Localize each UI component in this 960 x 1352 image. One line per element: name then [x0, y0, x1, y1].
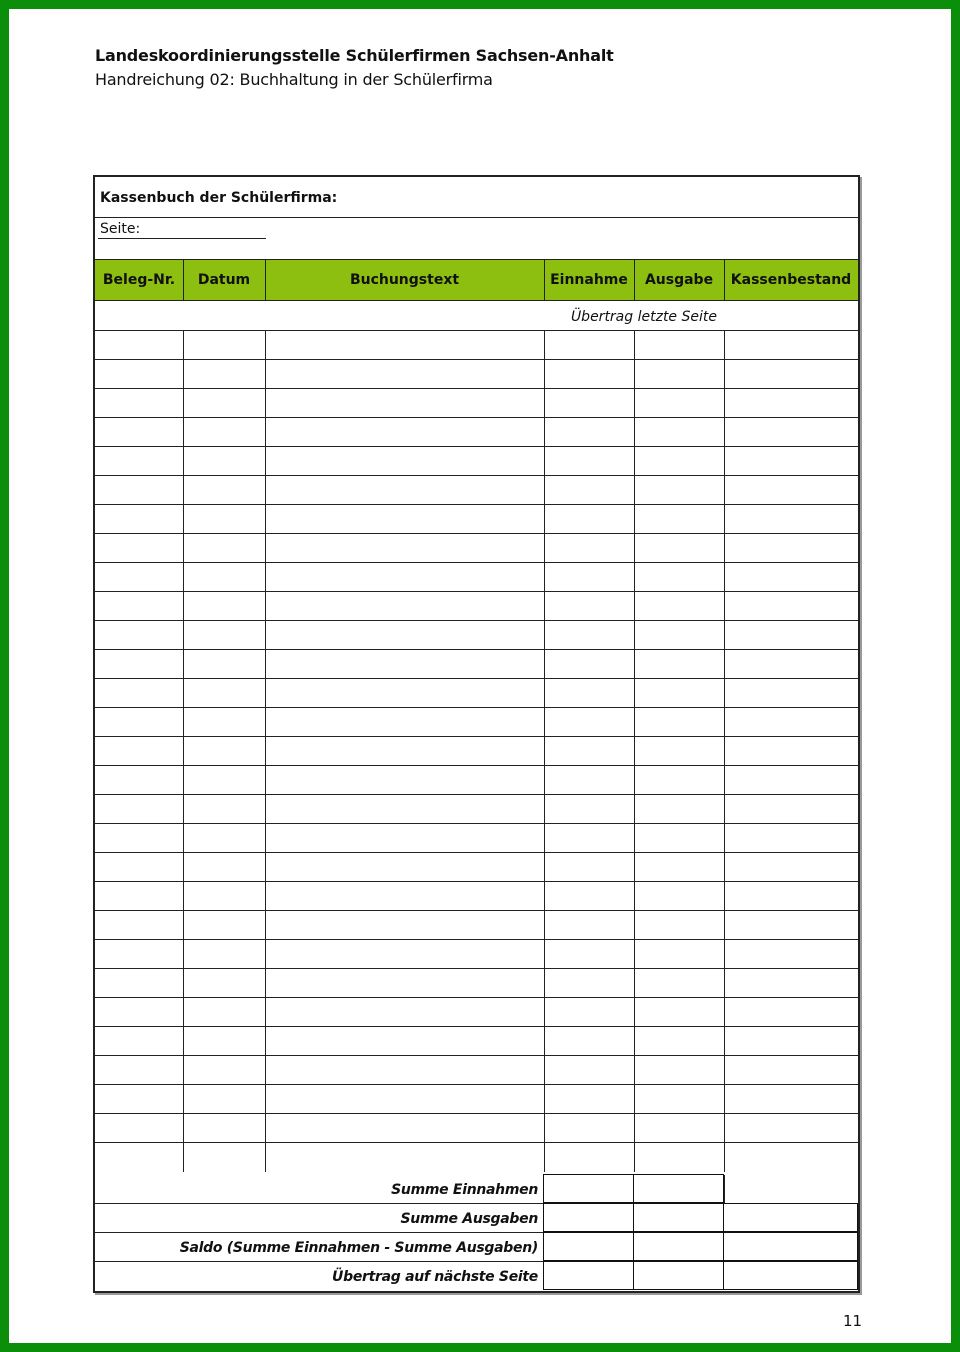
table-row[interactable] — [95, 940, 858, 969]
table-row[interactable] — [95, 534, 858, 563]
carry-over-label: Übertrag letzte Seite — [570, 309, 717, 325]
ledger-page-row[interactable] — [95, 218, 858, 260]
header-einnahme: Einnahme — [550, 272, 628, 288]
table-row[interactable] — [95, 1085, 858, 1114]
page-number: 11 — [843, 1312, 863, 1330]
sum-expenses-field[interactable] — [633, 1203, 724, 1232]
page-number-line[interactable] — [98, 238, 266, 239]
sum-expenses-label: Summe Ausgaben — [400, 1211, 538, 1227]
sum-income-ausgabe-field[interactable] — [633, 1174, 724, 1203]
carry-forward-field[interactable] — [723, 1261, 858, 1290]
balance-label: Saldo (Summe Einnahmen - Summe Ausgaben) — [179, 1240, 538, 1256]
table-row[interactable] — [95, 447, 858, 476]
table-row[interactable] — [95, 1027, 858, 1056]
ledger-rows — [95, 331, 858, 1143]
header-kassenbestand: Kassenbestand — [730, 272, 852, 288]
header-datum: Datum — [197, 272, 251, 288]
document-subtitle: Handreichung 02: Buchhaltung in der Schülerfirma — [95, 70, 493, 89]
table-row[interactable] — [95, 476, 858, 505]
table-row[interactable] — [95, 824, 858, 853]
table-row[interactable] — [95, 853, 858, 882]
table-row[interactable] — [95, 998, 858, 1027]
ledger-title: Kassenbuch der Schülerfirma: — [100, 190, 338, 206]
organization-title: Landeskoordinierungsstelle Schülerfirmen Sachsen-Anhalt — [95, 46, 614, 65]
sum-income-label: Summe Einnahmen — [391, 1182, 538, 1198]
table-row[interactable] — [95, 737, 858, 766]
table-row[interactable] — [95, 1114, 858, 1143]
table-row[interactable] — [95, 621, 858, 650]
balance-field[interactable] — [723, 1232, 858, 1261]
table-row[interactable] — [95, 969, 858, 998]
header-buchungstext: Buchungstext — [349, 272, 460, 288]
balance-einnahme-field[interactable] — [543, 1232, 634, 1261]
table-row[interactable] — [95, 650, 858, 679]
cash-book-table — [93, 175, 860, 1293]
table-row[interactable] — [95, 882, 858, 911]
sum-expenses-einnahme-field[interactable] — [543, 1203, 634, 1232]
sum-income-row — [95, 1175, 858, 1204]
table-row[interactable] — [95, 563, 858, 592]
table-row[interactable] — [95, 331, 858, 360]
carry-over-row — [95, 301, 858, 331]
balance-ausgabe-field[interactable] — [633, 1232, 724, 1261]
table-row[interactable] — [95, 389, 858, 418]
table-row[interactable] — [95, 911, 858, 940]
sum-income-field[interactable] — [543, 1174, 634, 1203]
table-row[interactable] — [95, 418, 858, 447]
carry-forward-row — [95, 1262, 858, 1291]
sum-expenses-bestand-field[interactable] — [723, 1203, 858, 1232]
sum-expenses-row — [95, 1204, 858, 1233]
table-row[interactable] — [95, 1056, 858, 1085]
balance-row — [95, 1233, 858, 1262]
ledger-title-row[interactable] — [95, 177, 858, 218]
table-row[interactable] — [95, 679, 858, 708]
header-beleg-nr: Beleg-Nr. — [102, 272, 176, 288]
carry-forward-label: Übertrag auf nächste Seite — [332, 1269, 538, 1285]
carry-forward-einnahme-field[interactable] — [543, 1261, 634, 1290]
carry-forward-ausgabe-field[interactable] — [633, 1261, 724, 1290]
table-row[interactable] — [95, 708, 858, 737]
table-row[interactable] — [95, 360, 858, 389]
page-label: Seite: — [100, 221, 141, 237]
table-row[interactable] — [95, 766, 858, 795]
header-ausgabe: Ausgabe — [644, 272, 714, 288]
table-header — [95, 260, 858, 301]
table-row[interactable] — [95, 592, 858, 621]
table-row[interactable] — [95, 505, 858, 534]
table-row[interactable] — [95, 795, 858, 824]
